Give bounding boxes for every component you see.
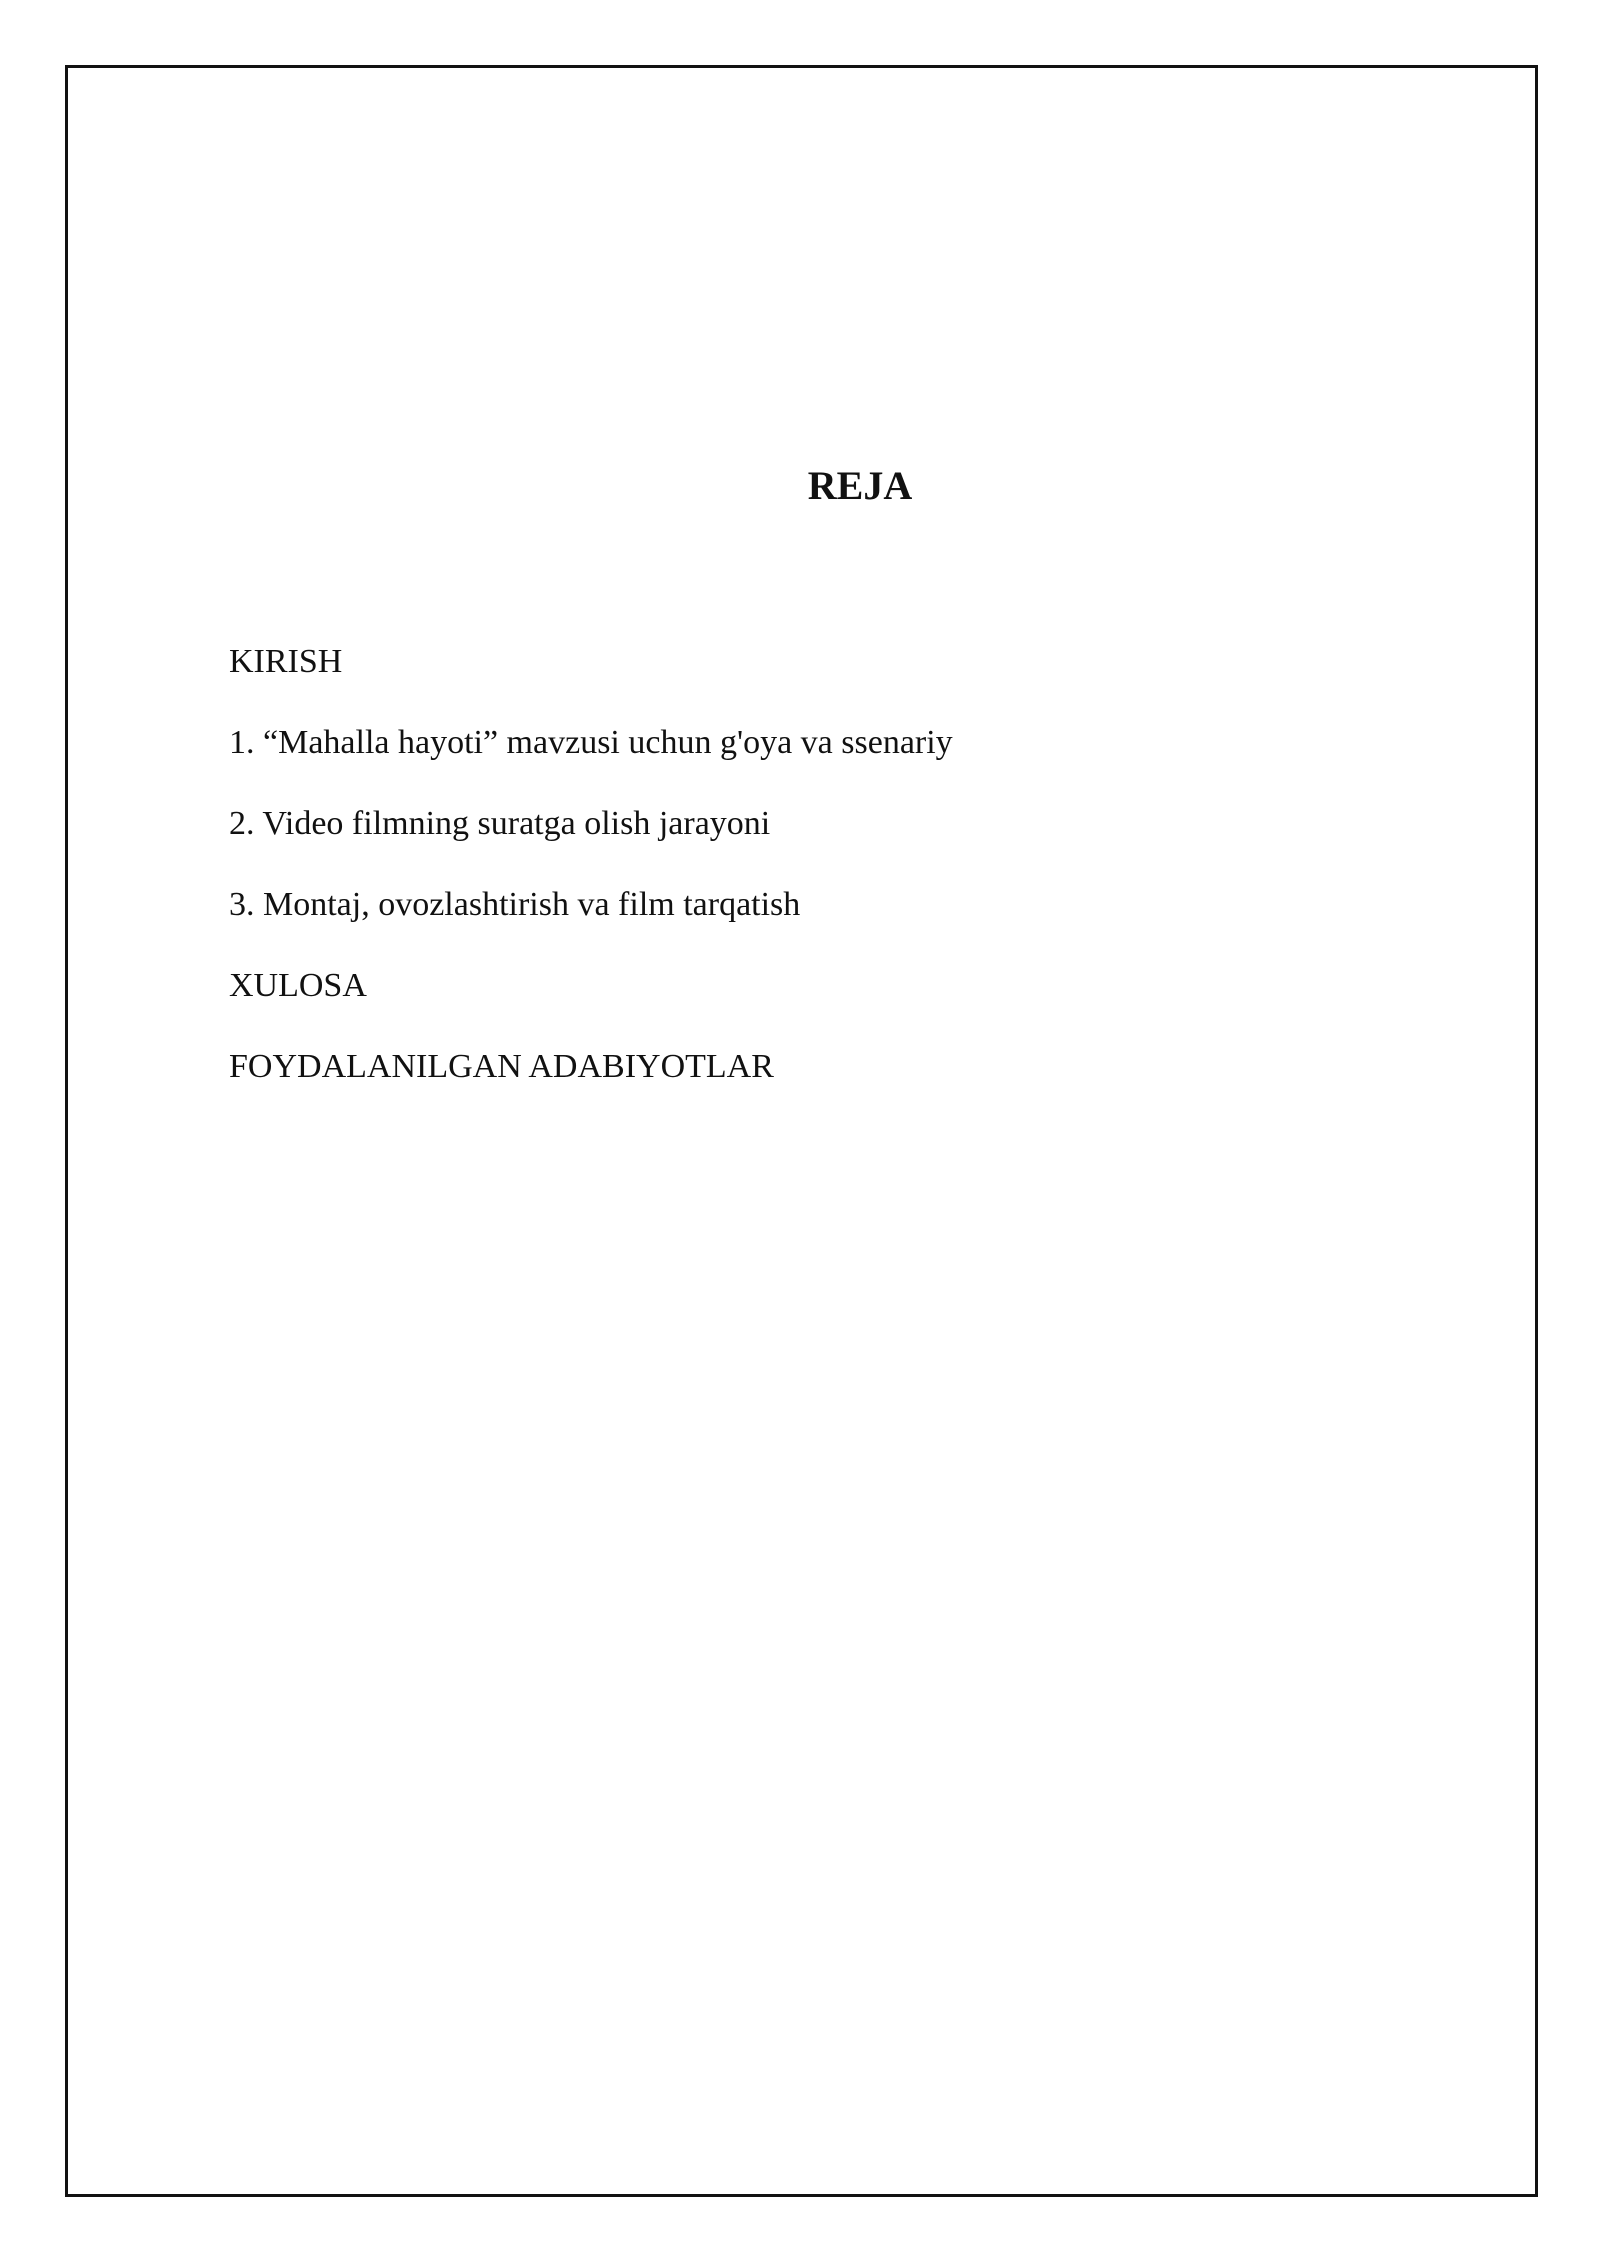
- page-border: [65, 65, 1538, 2197]
- toc-item-references: FOYDALANILGAN ADABIYOTLAR: [229, 1048, 774, 1085]
- toc-item-conclusion: XULOSA: [229, 967, 367, 1004]
- toc-item-2: 2. Video filmning suratga olish jarayoni: [229, 805, 771, 842]
- page-title: REJA: [807, 463, 913, 508]
- toc-item-1: 1. “Mahalla hayoti” mavzusi uchun g'oya va ssenariy: [229, 724, 953, 761]
- table-of-contents: [229, 642, 953, 1128]
- toc-item-introduction: KIRISH: [229, 643, 343, 680]
- toc-item-3: 3. Montaj, ovozlashtirish va film tarqatish: [229, 886, 801, 923]
